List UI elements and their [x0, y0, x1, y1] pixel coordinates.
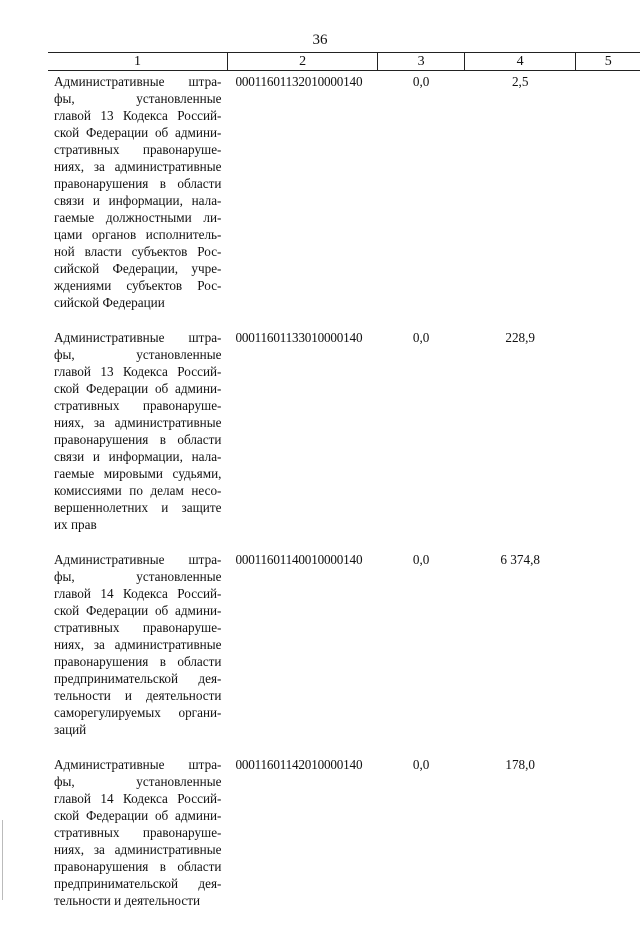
- description-line: ской Федерации об админи-: [54, 124, 221, 141]
- description-line: фы, установленные: [54, 90, 221, 107]
- value-column-3: 0,0: [378, 71, 465, 328]
- budget-table: [48, 52, 640, 925]
- description-line: главой 13 Кодекса Россий-: [54, 107, 221, 124]
- scan-edge-line: [2, 820, 3, 900]
- description-line: главой 13 Кодекса Россий-: [54, 363, 221, 380]
- value-column-5: [576, 754, 640, 925]
- description-line: правонарушения в области: [54, 175, 221, 192]
- description-line: ждениями субъектов Рос-: [54, 277, 221, 294]
- description-line: стративных правонаруше-: [54, 824, 221, 841]
- description-line: фы, установленные: [54, 346, 221, 363]
- row-description: [48, 549, 227, 754]
- description-line: фы, установленные: [54, 773, 221, 790]
- description-line: связи и информации, нала-: [54, 448, 221, 465]
- description-line: ниях, за административные: [54, 414, 221, 431]
- table-body: [48, 71, 640, 925]
- budget-classification-code: 00011601132010000140: [227, 71, 377, 328]
- value-column-3: 0,0: [378, 549, 465, 754]
- row-description: [48, 71, 227, 328]
- description-line: предпринимательской дея-: [54, 670, 221, 687]
- description-line: гаемые мировыми судьями,: [54, 465, 221, 482]
- description-line: правонарушения в области: [54, 431, 221, 448]
- description-line: заций: [54, 721, 221, 738]
- description-line: Административные штра-: [54, 329, 221, 346]
- description-line: сийской Федерации, учре-: [54, 260, 221, 277]
- column-header-1: 1: [48, 53, 227, 71]
- budget-classification-code: 00011601133010000140: [227, 327, 377, 549]
- description-line: ской Федерации об админи-: [54, 380, 221, 397]
- value-column-4: 2,5: [464, 71, 575, 328]
- page-number: 36: [0, 32, 640, 49]
- description-line: ской Федерации об админи-: [54, 807, 221, 824]
- budget-classification-code: 00011601142010000140: [227, 754, 377, 925]
- description-line: вершеннолетних и защите: [54, 499, 221, 516]
- column-header-4: 4: [464, 53, 575, 71]
- description-line: комиссиями по делам несо-: [54, 482, 221, 499]
- description-line: правонарушения в области: [54, 858, 221, 875]
- description-line: саморегулируемых органи-: [54, 704, 221, 721]
- table-row: [48, 549, 640, 754]
- column-header-3: 3: [378, 53, 465, 71]
- row-description: [48, 327, 227, 549]
- description-line: их прав: [54, 516, 221, 533]
- description-line: ской Федерации об админи-: [54, 602, 221, 619]
- value-column-5: [576, 71, 640, 328]
- description-line: Административные штра-: [54, 756, 221, 773]
- description-line: главой 14 Кодекса Россий-: [54, 585, 221, 602]
- value-column-3: 0,0: [378, 754, 465, 925]
- table-header: [48, 53, 640, 71]
- column-header-5: 5: [576, 53, 640, 71]
- description-line: ниях, за административные: [54, 841, 221, 858]
- value-column-4: 178,0: [464, 754, 575, 925]
- description-line: тельности и деятельности: [54, 892, 221, 909]
- value-column-5: [576, 327, 640, 549]
- description-line: стративных правонаруше-: [54, 141, 221, 158]
- value-column-4: 228,9: [464, 327, 575, 549]
- description-line: правонарушения в области: [54, 653, 221, 670]
- description-line: ниях, за административные: [54, 636, 221, 653]
- value-column-3: 0,0: [378, 327, 465, 549]
- description-line: Административные штра-: [54, 551, 221, 568]
- description-line: предпринимательской дея-: [54, 875, 221, 892]
- table-row: [48, 754, 640, 925]
- description-line: ной власти субъектов Рос-: [54, 243, 221, 260]
- description-line: стративных правонаруше-: [54, 397, 221, 414]
- value-column-5: [576, 549, 640, 754]
- table-row: [48, 327, 640, 549]
- description-line: цами органов исполнитель-: [54, 226, 221, 243]
- description-line: сийской Федерации: [54, 294, 221, 311]
- description-line: связи и информации, нала-: [54, 192, 221, 209]
- table-row: [48, 71, 640, 328]
- description-line: ниях, за административные: [54, 158, 221, 175]
- description-line: стративных правонаруше-: [54, 619, 221, 636]
- description-line: тельности и деятельности: [54, 687, 221, 704]
- description-line: Административные штра-: [54, 73, 221, 90]
- column-header-2: 2: [227, 53, 377, 71]
- row-description: [48, 754, 227, 925]
- description-line: главой 14 Кодекса Россий-: [54, 790, 221, 807]
- value-column-4: 6 374,8: [464, 549, 575, 754]
- budget-classification-code: 00011601140010000140: [227, 549, 377, 754]
- description-line: фы, установленные: [54, 568, 221, 585]
- description-line: гаемые должностными ли-: [54, 209, 221, 226]
